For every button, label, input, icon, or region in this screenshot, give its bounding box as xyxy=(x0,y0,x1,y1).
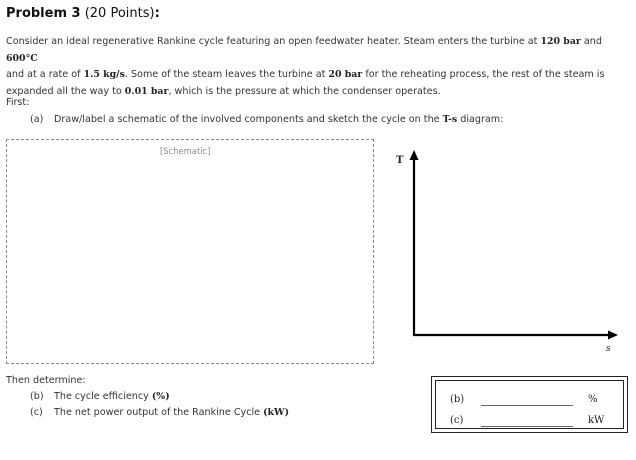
answer-box-inner xyxy=(435,380,624,429)
part-c-text: The net power output of the Rankine Cycle xyxy=(54,407,264,418)
problem-title xyxy=(6,6,160,21)
answer-box xyxy=(431,376,628,433)
t-axis-label: T xyxy=(396,155,404,166)
answer-c-unit: kW xyxy=(588,415,605,426)
problem-number: Problem 3 xyxy=(6,6,81,21)
first-heading: First: xyxy=(6,97,30,108)
part-c-label: (c) xyxy=(30,407,43,418)
part-c xyxy=(30,407,289,418)
inlet-pressure: 120 bar xyxy=(540,36,581,47)
answer-c-label: (c) xyxy=(450,415,464,426)
ts-term: T-s xyxy=(442,114,458,125)
answer-b-field[interactable] xyxy=(481,405,573,406)
statement-text: for the reheating process, the rest of the steam is xyxy=(362,69,605,81)
part-a-text: Draw/label a schematic of the involved components and sketch the cycle on the xyxy=(54,114,443,125)
statement-text: and at a rate of xyxy=(6,69,84,81)
mass-flow-rate: 1.5 kg/s xyxy=(83,69,125,81)
part-b-unit: (%) xyxy=(151,391,170,402)
t-axis-arrowhead xyxy=(410,150,419,160)
then-heading: Then determine: xyxy=(6,375,86,386)
problem-points: (20 Points) xyxy=(84,6,155,21)
statement-text: expanded all the way to xyxy=(6,85,125,97)
part-c-unit: (kW) xyxy=(263,407,290,418)
part-b-label: (b) xyxy=(30,391,44,402)
part-b-text: The cycle efficiency xyxy=(54,391,152,402)
statement-text: . Some of the steam leaves the turbine at xyxy=(124,69,329,81)
statement-text: and xyxy=(580,36,602,47)
schematic-box[interactable] xyxy=(6,139,374,364)
condenser-pressure: 0.01 bar xyxy=(124,85,169,97)
answer-b-unit: % xyxy=(588,394,598,405)
part-a-suffix: diagram: xyxy=(457,114,504,125)
statement-text: Consider an ideal regenerative Rankine cycle featuring an open feedwater heater. Steam enters the turbine at xyxy=(6,36,541,47)
answer-c-field[interactable] xyxy=(481,426,573,427)
answer-b-label: (b) xyxy=(450,394,465,405)
inlet-temperature: 600°C xyxy=(6,52,38,64)
part-a xyxy=(30,114,503,125)
title-colon: : xyxy=(154,6,160,21)
statement-text: , which is the pressure at which the condenser operates. xyxy=(168,85,441,97)
part-a-label: (a) xyxy=(30,114,44,125)
ts-diagram[interactable] xyxy=(390,148,630,358)
part-b xyxy=(30,391,170,402)
problem-statement xyxy=(6,34,628,100)
extraction-pressure: 20 bar xyxy=(328,69,363,81)
s-axis-arrowhead xyxy=(608,331,618,340)
schematic-placeholder: [Schematic] xyxy=(160,146,211,156)
s-axis-label: s xyxy=(606,344,611,354)
